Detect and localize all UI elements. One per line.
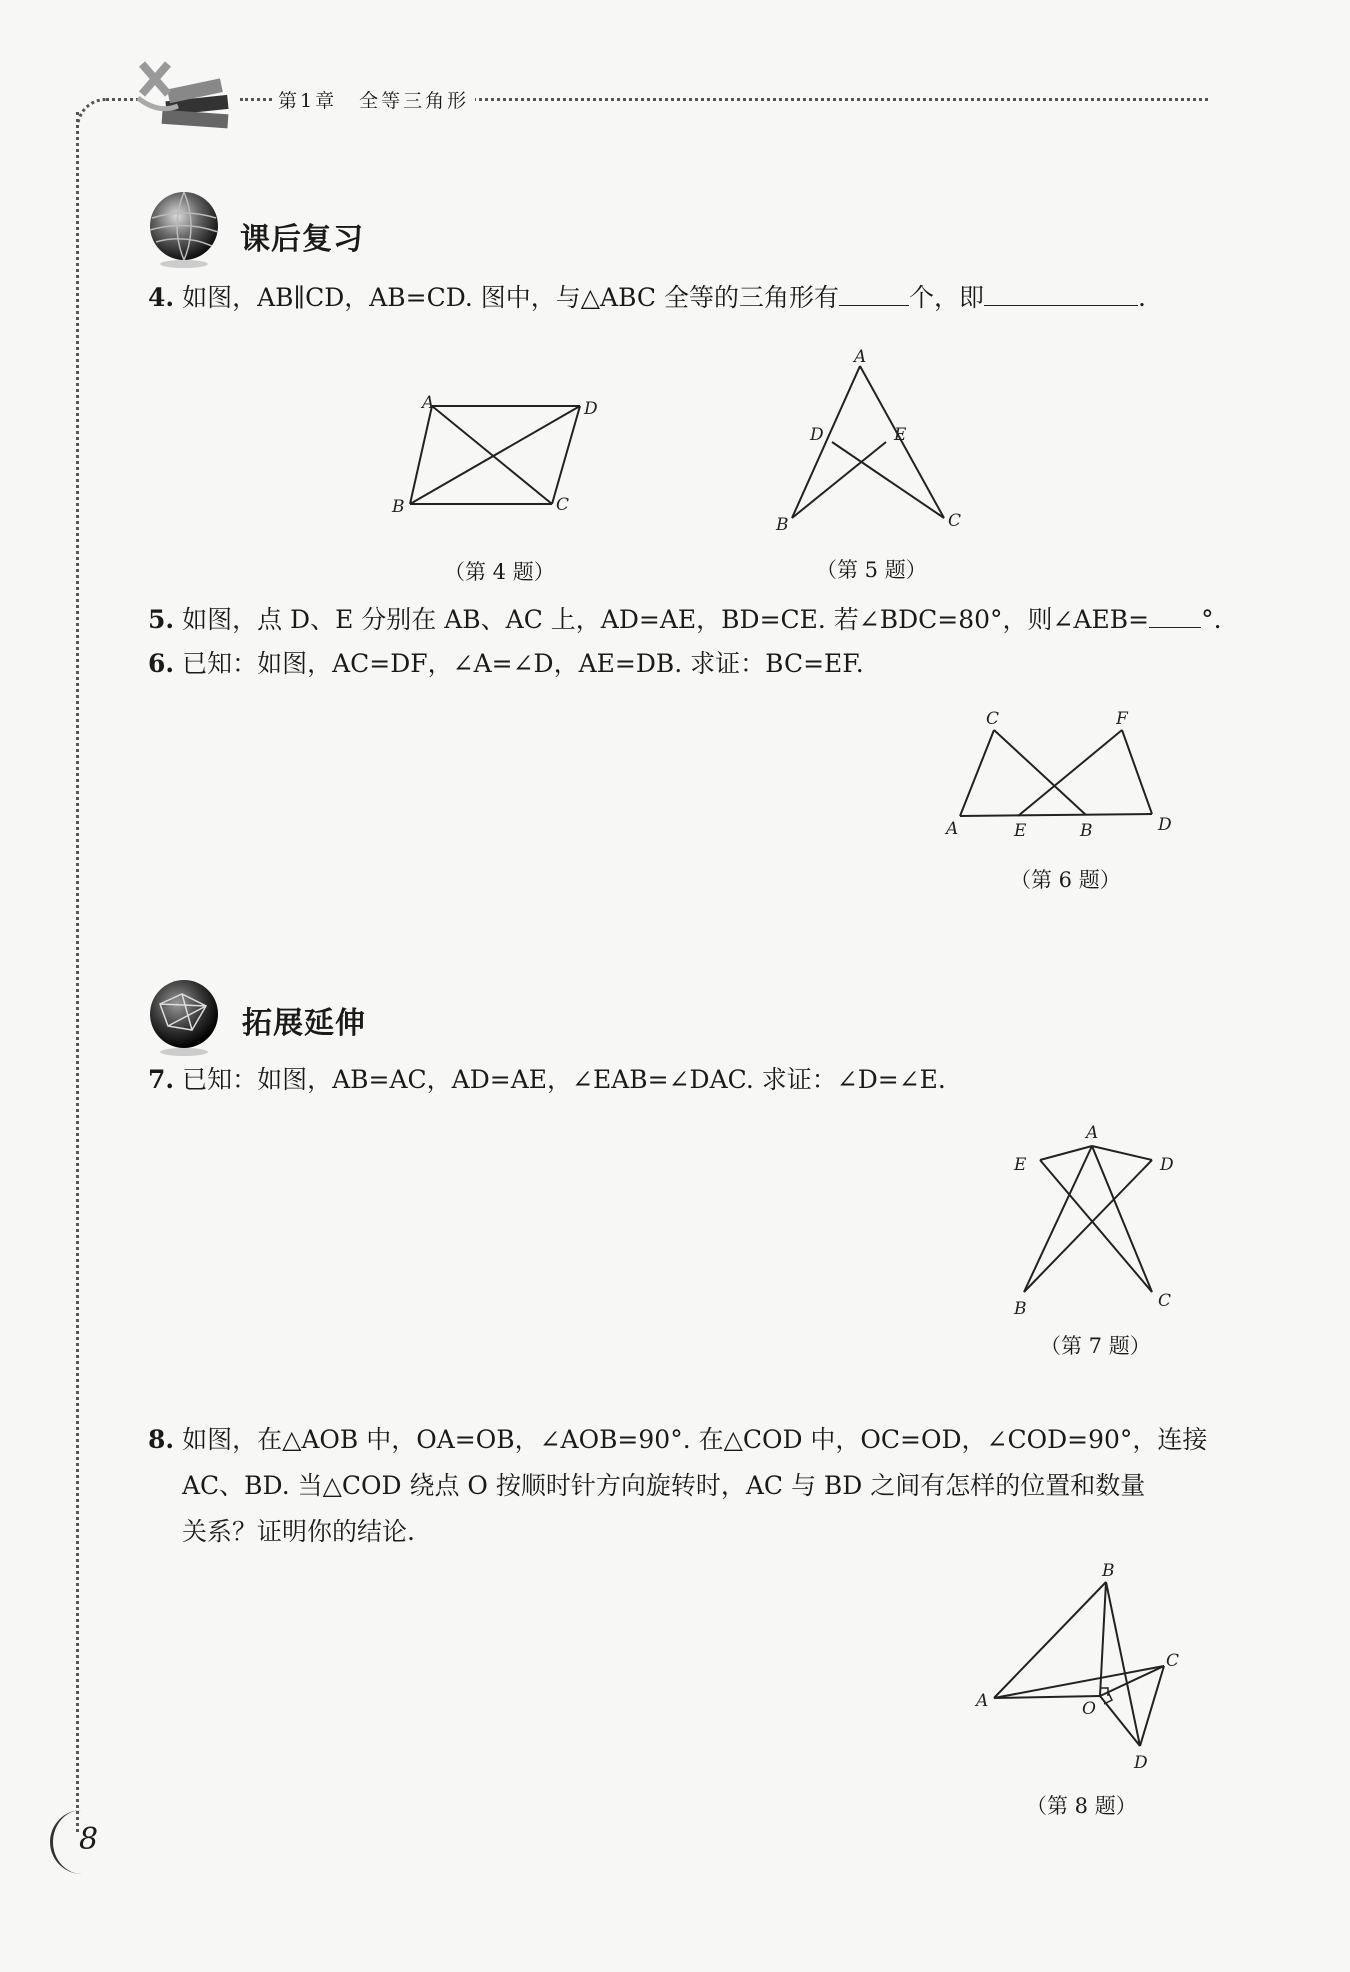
segment xyxy=(1018,730,1122,816)
point-label: C xyxy=(1158,1291,1172,1311)
figure-caption: （第 8 题） xyxy=(1026,1794,1137,1818)
point-label: B xyxy=(1102,1561,1115,1581)
section-title-review: 课后复习 xyxy=(240,222,364,257)
point-label: E xyxy=(1014,1155,1027,1175)
segment xyxy=(1106,1582,1140,1746)
point-label: D xyxy=(584,399,598,419)
point-label: O xyxy=(1082,1699,1096,1719)
point-label: E xyxy=(1014,821,1027,841)
point-label: D xyxy=(810,425,824,445)
globe-icon xyxy=(146,188,224,270)
question-4 xyxy=(148,276,1146,320)
segment xyxy=(960,730,994,816)
question-number: 5. xyxy=(148,605,175,634)
segment xyxy=(994,730,1086,815)
section-title-extension: 拓展延伸 xyxy=(242,1006,366,1041)
figure-caption: （第 7 题） xyxy=(1040,1334,1151,1358)
segment xyxy=(432,406,552,504)
figure-5 xyxy=(762,340,982,540)
chapter-title: 第1章 全等三角形 xyxy=(272,86,475,113)
segment xyxy=(1100,1582,1106,1696)
segment xyxy=(1040,1160,1152,1292)
point-label: A xyxy=(976,1691,989,1711)
question-6 xyxy=(148,642,864,686)
question-text: 已知：如图，AB=AC，AD=AE，∠EAB=∠DAC. 求证：∠D=∠E. xyxy=(182,1065,946,1094)
figure-caption: （第 4 题） xyxy=(444,560,555,584)
figure-caption: （第 6 题） xyxy=(1010,868,1121,892)
question-8-line-3: 关系？证明你的结论. xyxy=(182,1517,415,1546)
question-text: 如图，点 D、E 分别在 AB、AC 上，AD=AE，BD=CE. 若∠BDC=80°，则∠AEB= xyxy=(182,605,1150,634)
point-label: A xyxy=(1086,1123,1099,1143)
figure-7 xyxy=(1006,1120,1196,1320)
question-number: 6. xyxy=(148,649,175,678)
point-label: B xyxy=(392,497,405,517)
segment xyxy=(1100,1666,1164,1696)
page-number xyxy=(50,1810,109,1874)
question-8 xyxy=(148,1418,1207,1462)
answer-blank[interactable] xyxy=(1149,599,1201,628)
point-label: A xyxy=(854,347,867,367)
question-text: 如图，AB∥CD，AB=CD. 图中，与△ABC 全等的三角形有 xyxy=(182,283,839,312)
segment xyxy=(792,366,860,518)
segment xyxy=(1040,1146,1092,1160)
answer-blank[interactable] xyxy=(984,277,1138,306)
point-label: C xyxy=(1166,1651,1180,1671)
segment xyxy=(832,442,944,518)
figure-8 xyxy=(970,1558,1190,1778)
figure-caption: （第 5 题） xyxy=(816,558,927,582)
question-text: . xyxy=(1138,283,1146,312)
segment xyxy=(1122,730,1152,814)
question-number: 7. xyxy=(148,1065,175,1094)
segment xyxy=(994,1696,1100,1698)
segment xyxy=(960,814,1152,816)
point-label: B xyxy=(1014,1299,1027,1319)
segment xyxy=(792,442,886,518)
question-7 xyxy=(148,1058,946,1102)
question-8-line-2: AC、BD. 当△COD 绕点 O 按顺时针方向旋转时，AC 与 BD 之间有怎样的位置和数量 xyxy=(182,1471,1146,1500)
question-text: 如图，在△AOB 中，OA=OB，∠AOB=90°. 在△COD 中，OC=OD，∠COD=90°，连接 xyxy=(182,1425,1208,1454)
question-number: 4. xyxy=(148,283,175,312)
segment xyxy=(410,406,580,504)
question-5 xyxy=(148,598,1222,642)
globe-network-icon xyxy=(146,976,224,1058)
point-label: C xyxy=(556,495,570,515)
segment xyxy=(1024,1160,1152,1292)
segment xyxy=(1024,1146,1092,1292)
point-label: D xyxy=(1134,1753,1148,1773)
point-label: C xyxy=(948,511,962,531)
question-number: 8. xyxy=(148,1425,175,1454)
point-label: E xyxy=(894,425,907,445)
left-dotted-border xyxy=(76,112,79,1832)
point-label: B xyxy=(1080,821,1093,841)
question-text: °. xyxy=(1201,605,1222,634)
segment xyxy=(1092,1146,1152,1160)
question-text: 已知：如图，AC=DF，∠A=∠D，AE=DB. 求证：BC=EF. xyxy=(182,649,864,678)
point-label: D xyxy=(1160,1155,1174,1175)
question-text: 个，即 xyxy=(909,283,985,312)
answer-blank[interactable] xyxy=(839,277,909,306)
point-label: B xyxy=(776,515,789,535)
segment xyxy=(410,406,432,504)
point-label: C xyxy=(986,709,1000,729)
books-logo-icon xyxy=(128,58,238,140)
figure-6 xyxy=(938,706,1188,846)
point-label: F xyxy=(1116,709,1128,729)
point-label: D xyxy=(1158,815,1172,835)
segment xyxy=(1140,1666,1164,1746)
page-number-text: 8 xyxy=(79,1822,99,1857)
point-label: A xyxy=(946,819,959,839)
point-label: A xyxy=(422,393,435,413)
figure-4 xyxy=(380,386,620,526)
